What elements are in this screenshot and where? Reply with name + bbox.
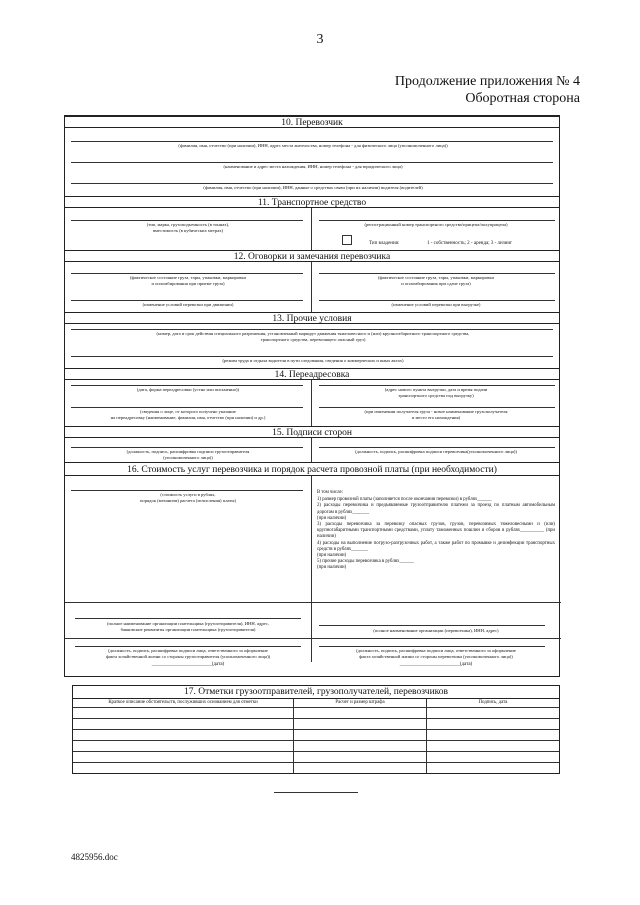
carrier-signature-caption: (должность, подпись, расшифровка подписи перевозчика(уполномоченного лица)) [355,449,517,454]
payer-org-caption-2: банковские реквизиты организации плательщика (грузоотправителя) [120,627,256,632]
table-cell[interactable] [427,718,560,729]
table-cell[interactable] [73,718,294,729]
section-16-divider [311,476,312,662]
payer-org-line[interactable] [75,618,301,619]
cargo-seal-accept-caption: и опломбирования при приеме груза) [151,281,225,286]
shipper-responsible-caption: (должность, подпись, расшифровка подписи лица, ответственного за оформление [108,648,268,653]
appendix-subtitle: Оборотная сторона [465,91,580,106]
section-15-title: 15. Подписи сторон [65,426,559,438]
cost-breakdown-item: 2) расходы перевозчика и предъявляемые грузоотправителю платежи за проезд по платным автомобильным дорогам в рублях_______ [317,503,555,515]
route-change-line[interactable] [71,300,303,301]
ownership-type-label: Тип владения: [369,241,400,246]
carrier-person-caption: (фамилия, имя, отчество (при наличии), ИНН, адрес места жительства, номер телефона - для физического лица (уполномоченного лица)) [178,143,448,148]
work-rest-line[interactable] [71,356,553,357]
cost-breakdown-item: 1) размер провозной платы (заполняется после окончания перевозки) в рублях______ [317,497,492,503]
driver-caption: (фамилия, имя, отчество (при наличии), ИНН, данные о средствах связи (при их наличии) водителя (водителей) [203,185,423,190]
carrier-org-full-caption: (полное наименование организации (перевозчика), ИНН, адрес) [373,628,499,633]
carrier-org-line[interactable] [71,162,553,163]
table-cell[interactable] [294,707,427,718]
redirect-source-caption-2: на переадресовку (наименование, фамилия, имя, отчество (при наличии) и др.) [110,415,266,420]
service-cost-caption-2: порядок (механизм) расчета (исчисления) платы) [139,498,237,503]
section-16-row-divider-2 [65,638,561,639]
table-cell[interactable] [427,740,560,751]
payer-org-caption: (полное наименование организации плательщика (грузоотправителя), ИНН, адрес, [107,621,269,626]
section-13-title: 13. Прочие условия [65,312,559,324]
unload-change-caption: (изменение условий перевозки при выгрузке) [391,302,481,307]
header-fine: Расчет и размер штрафа [294,699,427,707]
work-rest-caption: (режим труда и отдыха водителя в пути следования, сведения о коммерческих и иных актах) [222,358,404,363]
new-unload-caption: (адрес нового пункта выгрузки, дата и время подачи [384,387,488,392]
cargo-state-accept-caption: (фактическое состояние груза, тары, упаковки, маркировки [129,275,247,280]
section-12-title: 12. Оговорки и замечания перевозчика [65,250,559,262]
shipper-responsible-caption-2: факта хозяйственной жизни со стороны грузоотправителя (уполномоченного лица)) [105,654,271,659]
table-cell[interactable] [427,762,560,773]
ownership-type-checkbox[interactable] [342,235,352,245]
section-16-title: 16. Стоимость услуг перевозчика и порядок расчета провозной платы (при необходимости) [65,462,559,476]
new-consignee-caption: (при изменении получателя груза - новое наименование грузополучателя [364,409,508,414]
service-cost-caption: (стоимость услуги в рублях, [160,492,216,497]
shipper-signature-caption: (должность, подпись, расшифровка подписи грузоотправителя [126,449,250,454]
waybill-back-form [64,115,560,677]
table-cell[interactable] [427,707,560,718]
section-14-title: 14. Переадресовка [65,368,559,380]
cargo-state-accept-line[interactable] [71,273,303,274]
section-17-title: 17. Отметки грузоотправителей, грузополучателей, перевозчиков [73,686,559,699]
unload-change-line[interactable] [319,300,555,301]
new-consignee-line[interactable] [319,407,555,408]
route-change-caption: (изменение условий перевозки при движении) [142,302,234,307]
cost-breakdown-item: 4) расходы на выполнение погрузо-разгрузочных работ, а также работ по промывке и дезинфекции транспортных средств в рублях_______ [317,540,555,552]
shipper-responsible-line[interactable] [75,646,301,647]
carrier-responsible-caption-2: факта хозяйственной жизни со стороны перевозчика (уполномоченного лица)) [359,654,513,659]
cost-breakdown-item: В том числе: [317,490,343,495]
file-name-footer: 4825956.doc [71,852,118,862]
cargo-state-deliver-line[interactable] [319,273,555,274]
cost-breakdown-item: (при наличии) [317,553,347,559]
service-cost-line[interactable] [71,490,303,491]
cost-breakdown-item: 5) прочие расходы перевозчика в рублях______ [317,559,414,565]
section-10-title: 10. Перевозчик [65,116,559,128]
table-cell[interactable] [294,751,427,762]
driver-line[interactable] [71,183,553,184]
table-cell[interactable] [427,751,560,762]
cost-breakdown-item: (при наличии) [317,515,347,521]
redirect-date-caption: (дата, форма переадресовки (устно или письменно)) [136,387,240,392]
cargo-seal-deliver-caption: и опломбирования при сдаче груза) [401,281,471,286]
page-number: 3 [316,32,324,47]
carrier-responsible-date[interactable]: ________________________(дата) [399,662,473,667]
carrier-org-caption: (наименование и адрес места нахождения, ИНН, номер телефона - для юридического лица) [223,164,403,169]
redirect-date-line[interactable] [71,385,303,386]
header-circumstances: Краткое описание обстоятельств, послуживших основанием для отметки [73,699,294,707]
table-cell[interactable] [73,740,294,751]
table-cell[interactable] [73,762,294,773]
vehicle-type-caption: (тип, марка, грузоподъемность (в тоннах), [146,222,230,227]
shipper-responsible-date[interactable]: ________________________(дата) [151,662,225,667]
section-17-marks-table [72,685,560,774]
special-permit-line[interactable] [71,329,553,330]
cost-breakdown-item: 3) расходы перевозчика за перевозку опасных грузов, грузов, перевозимых тяжеловесными и (или) крупногабаритными транспортными средствами, уплату таможенных пошлин и сборов в рублях__________ (при наличии) [317,522,555,540]
cost-breakdown-list [317,490,555,572]
header-signature-date: Подпись, дата [427,699,560,707]
vehicle-capacity-caption: вместимость (в кубических метрах) [152,228,224,233]
shipper-signature-caption-2: (уполномоченного лица)) [163,455,213,460]
new-consignee-caption-2: и место его нахождения) [411,415,461,420]
table-cell[interactable] [294,718,427,729]
end-divider-line [274,792,358,793]
shipper-signature-line[interactable] [71,447,303,448]
vehicle-type-line[interactable] [71,220,303,221]
ownership-type-options: 1 - собственность; 2 - аренда; 3 - лизинг [427,241,513,246]
table-cell[interactable] [427,729,560,740]
special-permit-caption-2: транспортного средства, перевозящего опасный груз) [260,337,366,342]
table-cell[interactable] [73,729,294,740]
vehicle-reg-line[interactable] [319,220,555,221]
redirect-source-caption: (сведения о лице, от которого получено указание [140,409,236,414]
table-cell[interactable] [294,740,427,751]
carrier-org-full-line[interactable] [319,625,545,626]
new-unload-caption-2: транспортного средства под выгрузку) [398,393,474,398]
section-11-divider [311,208,312,250]
redirect-source-line[interactable] [71,407,303,408]
special-permit-caption: (номер, дата и срок действия специального разрешения, установленный маршрут движения тяжеловесного и (или) крупногабаритного транспортного средства, [156,331,470,336]
table-cell[interactable] [73,707,294,718]
carrier-person-line[interactable] [71,141,553,142]
section-11-title: 11. Транспортное средство [65,196,559,208]
table-cell[interactable] [294,762,427,773]
cargo-state-deliver-caption: (фактическое состояние груза, тары, упаковки, маркировки [377,275,495,280]
carrier-responsible-caption: (должность, подпись, расшифровка подписи лица, ответственного за оформление [356,648,516,653]
vehicle-reg-caption: (регистрационный номер транспортного средства/прицепа/полуприцепа) [364,222,508,227]
table-cell[interactable] [73,751,294,762]
carrier-responsible-line[interactable] [319,646,545,647]
carrier-signature-line[interactable] [319,447,555,448]
appendix-title: Продолжение приложения № 4 [394,74,580,89]
new-unload-line[interactable] [319,385,555,386]
section-16-row-divider [65,602,561,603]
cost-breakdown-item: (при наличии) [317,565,347,571]
table-cell[interactable] [294,729,427,740]
